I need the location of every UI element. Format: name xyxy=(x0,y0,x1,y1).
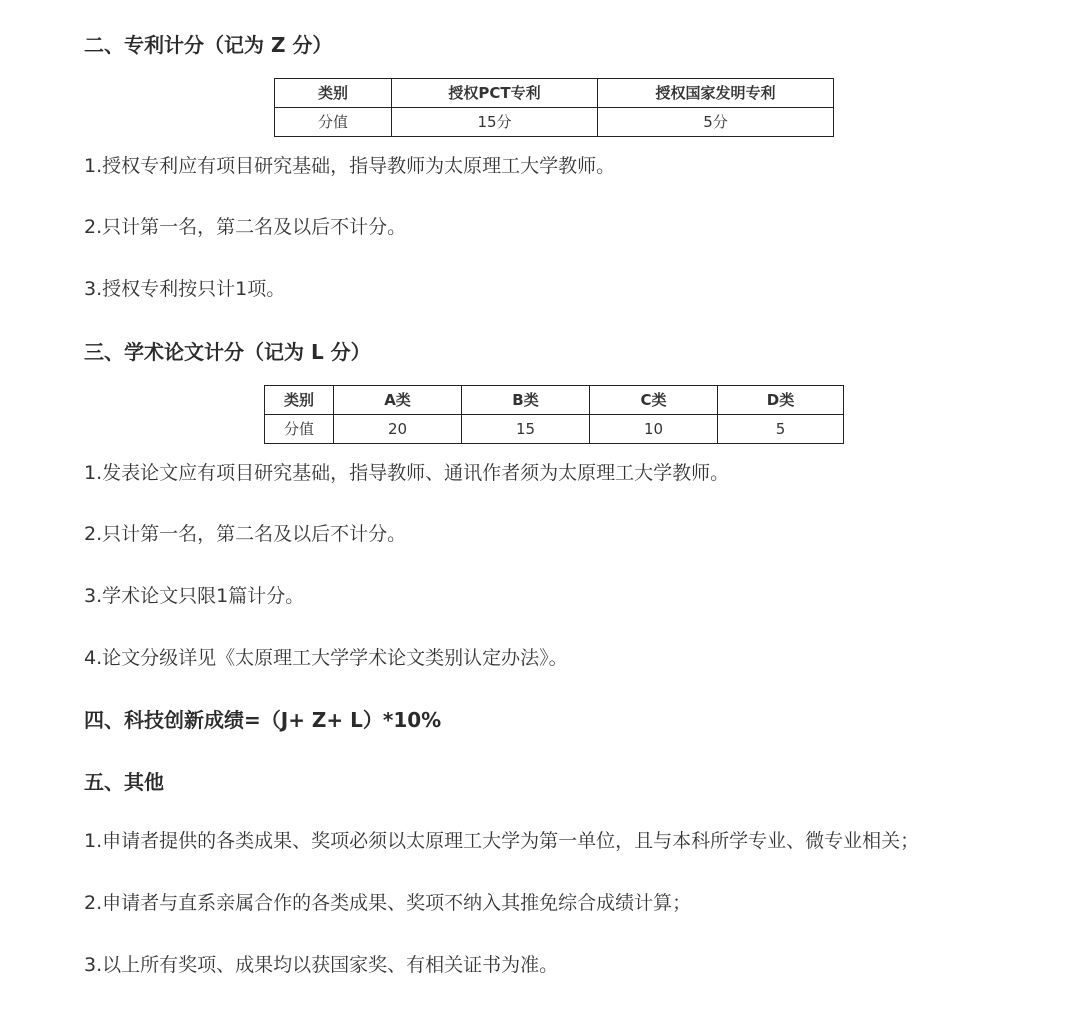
table-header-cell: 类别 xyxy=(265,386,334,415)
section-heading-formula: 四、科技创新成绩=（J+ Z+ L）*10% xyxy=(84,708,442,732)
table-header-cell: B类 xyxy=(462,386,590,415)
table-header-cell: C类 xyxy=(590,386,718,415)
section-heading-other: 五、其他 xyxy=(84,770,164,794)
table-cell: 分值 xyxy=(265,415,334,444)
other-note-1: 1.申请者提供的各类成果、奖项必须以太原理工大学为第一单位，且与本科所学专业、微专业相关； xyxy=(84,830,920,852)
table-cell: 10 xyxy=(590,415,718,444)
table-header-cell: 授权PCT专利 xyxy=(392,79,598,108)
paper-note-3: 3.学术论文只限1篇计分。 xyxy=(84,585,305,607)
table-row xyxy=(265,415,844,444)
patent-note-2: 2.只计第一名，第二名及以后不计分。 xyxy=(84,216,407,238)
paper-score-table xyxy=(264,385,844,444)
section-heading-patent: 二、专利计分（记为 Z 分） xyxy=(84,33,333,57)
table-header-row xyxy=(265,386,844,415)
other-note-3: 3.以上所有奖项、成果均以获国家奖、有相关证书为准。 xyxy=(84,954,559,976)
patent-note-3: 3.授权专利按只计1项。 xyxy=(84,278,286,300)
table-cell: 15分 xyxy=(392,108,598,137)
table-header-row xyxy=(275,79,834,108)
table-cell: 15 xyxy=(462,415,590,444)
patent-score-table xyxy=(274,78,834,137)
table-header-cell: A类 xyxy=(334,386,462,415)
table-header-cell: 授权国家发明专利 xyxy=(598,79,834,108)
patent-note-1: 1.授权专利应有项目研究基础，指导教师为太原理工大学教师。 xyxy=(84,155,616,177)
paper-note-2: 2.只计第一名，第二名及以后不计分。 xyxy=(84,523,407,545)
table-cell: 5分 xyxy=(598,108,834,137)
other-note-2: 2.申请者与直系亲属合作的各类成果、奖项不纳入其推免综合成绩计算； xyxy=(84,892,692,914)
table-header-cell: 类别 xyxy=(275,79,392,108)
paper-note-4: 4.论文分级详见《太原理工大学学术论文类别认定办法》。 xyxy=(84,647,568,669)
table-cell: 分值 xyxy=(275,108,392,137)
table-cell: 20 xyxy=(334,415,462,444)
table-row xyxy=(275,108,834,137)
table-header-cell: D类 xyxy=(718,386,844,415)
section-heading-papers: 三、学术论文计分（记为 L 分） xyxy=(84,340,371,364)
table-cell: 5 xyxy=(718,415,844,444)
paper-note-1: 1.发表论文应有项目研究基础，指导教师、通讯作者须为太原理工大学教师。 xyxy=(84,462,730,484)
